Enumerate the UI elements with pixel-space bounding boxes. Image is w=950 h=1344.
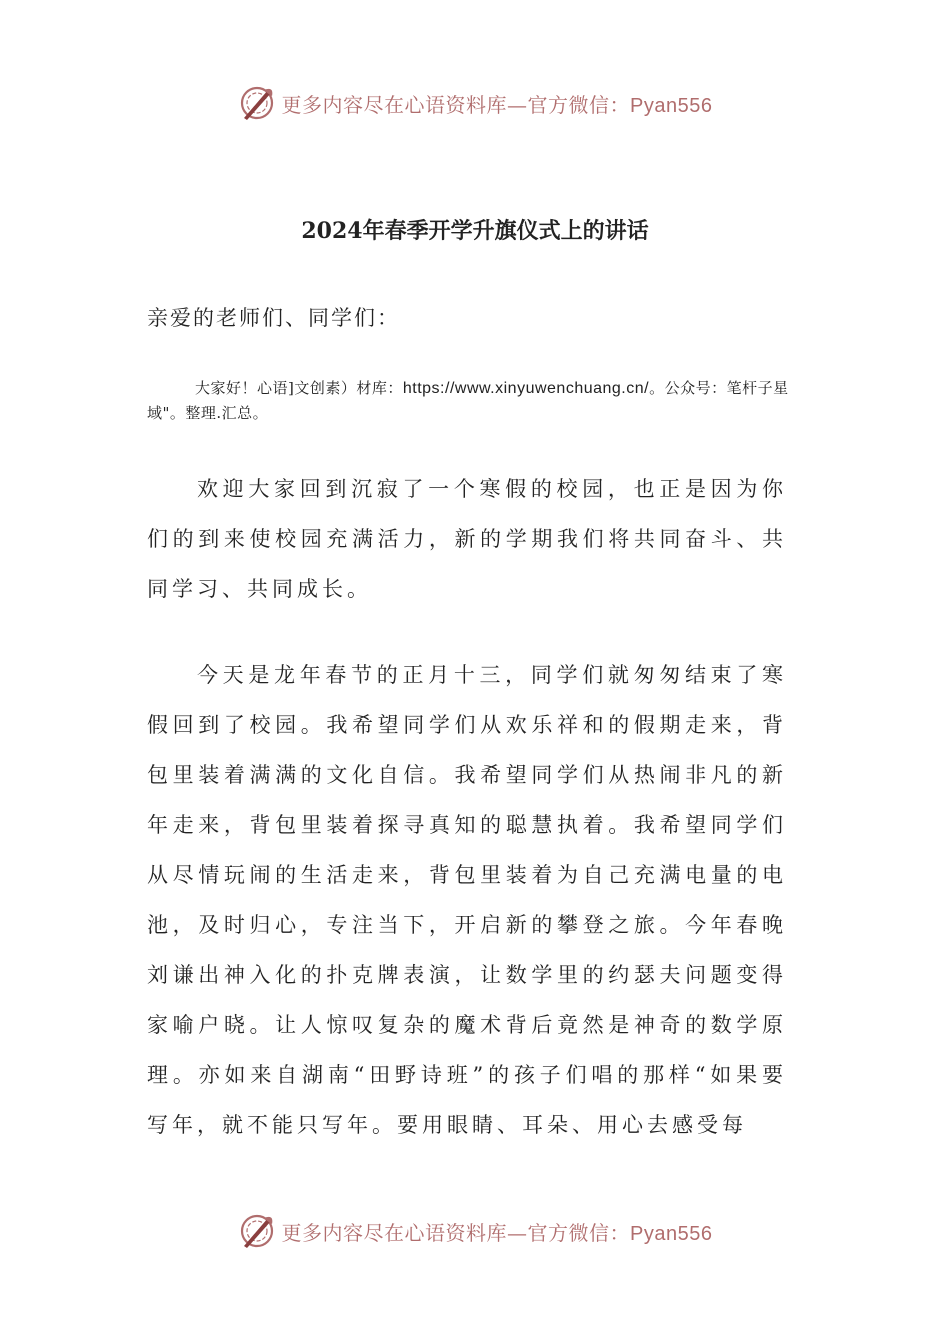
source-url: https://www.xinyuwenchuang.cn/ [402, 380, 650, 397]
footer-banner [0, 1212, 950, 1250]
banner-text: 更多内容尽在心语资料库—官方微信：Pyan556 [281, 1220, 713, 1245]
header-banner [0, 84, 950, 122]
quill-pen-logo-icon [238, 84, 276, 122]
document-title: 2024年春季开学升旗仪式上的讲话 [301, 218, 649, 244]
paragraph-welcome: 欢迎大家回到沉寂了一个寒假的校园，也正是因为你们的到来使校园充满活力，新的学期我们将共同奋斗、共同学习、共同成长。 [147, 477, 787, 601]
quill-pen-logo-icon [238, 1212, 276, 1250]
banner-text: 更多内容尽在心语资料库—官方微信：Pyan556 [281, 92, 713, 117]
greeting: 亲爱的老师们、同学们： [147, 306, 400, 330]
source-note: 大家好！心语]文创素）材库：https://www.xinyuwenchuang.cn/。公众号：笔杆子星域"。整理.汇总。 [147, 379, 789, 422]
paragraph-new-year: 今天是龙年春节的正月十三，同学们就匆匆结束了寒假回到了校园。我希望同学们从欢乐祥和的假期走来，背包里装着满满的文化自信。我希望同学们从热闹非凡的新年走来，背包里装着探寻真知的聪慧执着。我希望同学们从尽情玩闹的生活走来，背包里装着为自己充满电量的电池，及时归心，专注当下，开启新的攀登之旅。今年春晚刘谦出神入化的扑克牌表演，让数学里的约瑟夫问题变得家喻户晓。让人惊叹复杂的魔术背后竟然是神奇的数学原理。亦如来自湖南“田野诗班”的孩子们唱的那样“如果要写年，就不能只写年。要用眼睛、耳朵、用心去感受每 [147, 663, 787, 1137]
